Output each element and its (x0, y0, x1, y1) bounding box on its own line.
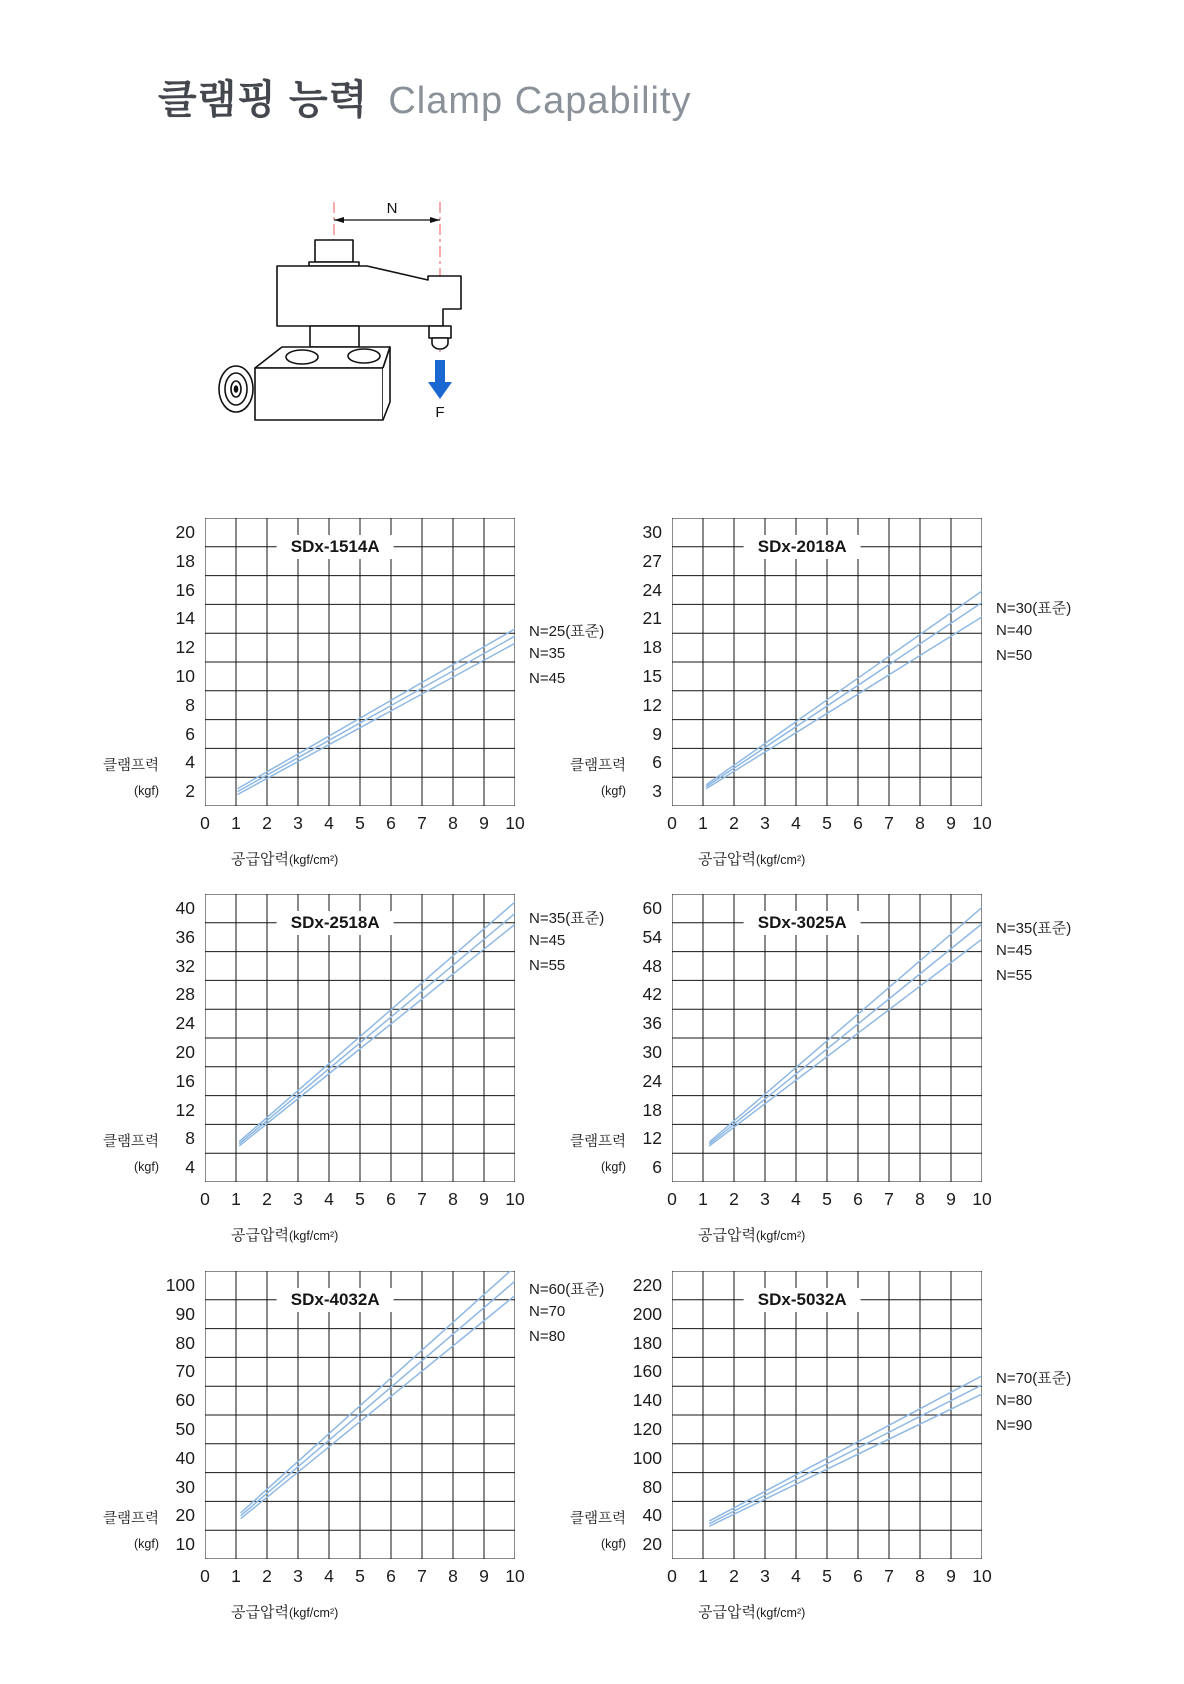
y-axis-tick-label: 10 (175, 1534, 195, 1555)
x-axis-title-text: 공급압력 (231, 851, 289, 868)
chart-title: SDx-1514A (277, 535, 394, 559)
y-axis-tick-label: 30 (175, 1476, 195, 1497)
legend-item: N=60(표준) (529, 1281, 605, 1298)
series-line (709, 1376, 982, 1521)
chart-title: SDx-5032A (744, 1288, 861, 1312)
chart-sdx-4032a (102, 1271, 605, 1621)
y-axis-tick-label: 4 (185, 752, 195, 773)
x-axis-tick-label: 8 (448, 1566, 458, 1586)
page-title-english: Clamp Capability (388, 80, 692, 122)
x-axis-title (231, 848, 338, 869)
x-axis-tick-label: 7 (884, 1566, 894, 1586)
clamp-shaft (310, 326, 359, 347)
x-axis-tick-label: 5 (822, 1189, 832, 1209)
dimension-n (334, 200, 440, 223)
x-axis-tick-label: 3 (760, 1189, 770, 1209)
legend-item: N=30(표준) (996, 600, 1072, 617)
y-axis-tick-label: 6 (652, 1157, 662, 1178)
y-axis-tick-label: 20 (175, 1042, 195, 1062)
y-axis-tick-label: 14 (175, 608, 195, 629)
x-axis-tick-label: 0 (200, 813, 210, 833)
y-axis-tick-label: 160 (632, 1361, 662, 1382)
series-line (709, 939, 982, 1146)
series-line (239, 924, 515, 1146)
legend-item: N=40 (996, 622, 1033, 639)
x-axis-tick-label: 2 (729, 1566, 739, 1586)
x-axis-tick-label: 0 (667, 1189, 677, 1209)
chart-sdx-2518a (102, 894, 605, 1244)
mount-hole-right (348, 349, 380, 363)
chart-plot-area (205, 894, 515, 1182)
x-axis-title-text: 공급압력 (698, 1227, 756, 1244)
x-axis-tick-label: 10 (505, 1189, 525, 1209)
legend-item: N=45 (529, 932, 566, 949)
series-line (709, 907, 982, 1142)
x-axis-title-text: 공급압력 (698, 851, 756, 868)
y-axis-title: 클램프력 (569, 758, 626, 774)
x-axis-tick-label: 1 (231, 1189, 241, 1209)
x-axis-tick-label: 1 (231, 813, 241, 833)
y-axis-tick-label: 24 (642, 1070, 662, 1091)
chart-title: SDx-2018A (744, 535, 861, 559)
y-axis-tick-label: 60 (642, 898, 662, 918)
legend-item: N=55 (996, 967, 1033, 984)
x-axis-title-unit: (kgf/cm²) (755, 1229, 806, 1243)
x-axis-tick-label: 6 (386, 1189, 396, 1209)
x-axis-tick-label: 8 (448, 813, 458, 833)
y-axis-tick-label: 12 (175, 1099, 195, 1120)
x-axis-tick-label: 4 (324, 1566, 334, 1586)
legend-item: N=45 (996, 942, 1033, 959)
x-axis-title-unit: (kgf/cm²) (755, 1606, 806, 1620)
force-arrow-icon (428, 360, 452, 399)
chart-plot-area (672, 1271, 982, 1559)
x-axis-title-unit: (kgf/cm²) (288, 853, 339, 867)
chart-sdx-1514a (102, 518, 605, 868)
x-axis-tick-label: 5 (355, 1566, 365, 1586)
y-axis-tick-label: 24 (642, 579, 662, 600)
y-axis-tick-label: 80 (642, 1476, 662, 1497)
y-axis-tick-label: 3 (652, 781, 662, 802)
series-line (238, 636, 515, 792)
x-axis-tick-label: 2 (262, 813, 272, 833)
x-axis-tick-label: 10 (972, 813, 992, 833)
y-axis-tick-label: 8 (185, 694, 195, 715)
x-axis-tick-label: 1 (231, 1566, 241, 1586)
y-axis-tick-label: 60 (175, 1390, 195, 1411)
y-axis-tick-label: 6 (652, 752, 662, 773)
x-axis-title (698, 848, 805, 869)
x-axis-tick-label: 2 (729, 1189, 739, 1209)
chart-plot-area (205, 518, 515, 806)
x-axis-title-text: 공급압력 (231, 1604, 289, 1621)
x-axis-tick-label: 10 (972, 1189, 992, 1209)
mount-hole-left (286, 350, 318, 364)
x-axis-tick-label: 1 (698, 813, 708, 833)
chart-title: SDx-3025A (744, 911, 861, 935)
y-axis-tick-label: 18 (642, 637, 662, 658)
y-axis-tick-label: 100 (632, 1447, 662, 1468)
dimension-n-label: N (386, 200, 398, 217)
series-line (239, 902, 515, 1142)
y-axis-tick-label: 54 (642, 926, 662, 947)
series-line (709, 1385, 982, 1524)
y-axis-tick-label: 8 (185, 1128, 195, 1149)
page-heading (158, 68, 692, 125)
chart-plot-area (672, 894, 982, 1182)
x-axis-tick-label: 8 (915, 1566, 925, 1586)
series-line (238, 629, 515, 789)
x-axis-tick-label: 4 (791, 1189, 801, 1209)
x-axis-tick-label: 7 (417, 813, 427, 833)
legend-item: N=25(표준) (529, 623, 605, 640)
y-axis-tick-label: 40 (175, 898, 195, 918)
y-axis-unit: (kgf) (134, 1537, 159, 1551)
force-label: F (435, 404, 445, 421)
y-axis-tick-label: 90 (175, 1303, 195, 1324)
series-line (706, 591, 982, 785)
legend-item: N=35(표준) (529, 910, 605, 927)
y-axis-tick-label: 15 (642, 666, 662, 686)
x-axis-tick-label: 7 (417, 1189, 427, 1209)
y-axis-tick-label: 9 (652, 723, 662, 744)
x-axis-tick-label: 10 (972, 1566, 992, 1586)
y-axis-tick-label: 12 (642, 694, 662, 715)
y-axis-tick-label: 16 (175, 1070, 195, 1091)
x-axis-title (231, 1224, 338, 1245)
y-axis-tick-label: 12 (642, 1128, 662, 1149)
chart-title: SDx-4032A (277, 1288, 394, 1312)
x-axis-tick-label: 8 (915, 813, 925, 833)
series-line (709, 1394, 982, 1526)
x-axis-tick-label: 4 (791, 1566, 801, 1586)
series-line (706, 617, 982, 789)
x-axis-title-unit: (kgf/cm²) (288, 1606, 339, 1620)
x-axis-tick-label: 0 (200, 1189, 210, 1209)
y-axis-tick-label: 12 (175, 637, 195, 658)
x-axis-tick-label: 10 (505, 813, 525, 833)
x-axis-tick-label: 9 (946, 1189, 956, 1209)
x-axis-tick-label: 7 (884, 1189, 894, 1209)
x-axis-tick-label: 9 (946, 1566, 956, 1586)
y-axis-tick-label: 180 (632, 1332, 662, 1353)
body-front-face (255, 368, 383, 420)
y-axis-tick-label: 18 (175, 550, 195, 571)
y-axis-tick-label: 21 (642, 608, 662, 629)
chart-sdx-5032a (569, 1271, 1072, 1621)
x-axis-tick-label: 1 (698, 1566, 708, 1586)
chart-plot-area (672, 518, 982, 806)
x-axis-tick-label: 4 (324, 1189, 334, 1209)
x-axis-tick-label: 2 (729, 813, 739, 833)
x-axis-tick-label: 2 (262, 1566, 272, 1586)
x-axis-tick-label: 1 (698, 1189, 708, 1209)
y-axis-tick-label: 6 (185, 723, 195, 744)
series-line (239, 913, 515, 1143)
y-axis-tick-label: 10 (175, 666, 195, 686)
series-line (706, 602, 982, 786)
y-axis-tick-label: 40 (642, 1505, 662, 1526)
x-axis-tick-label: 0 (200, 1566, 210, 1586)
x-axis-title-text: 공급압력 (231, 1227, 289, 1244)
y-axis-tick-label: 28 (175, 984, 195, 1005)
y-axis-title: 클램프력 (569, 1134, 626, 1150)
y-axis-tick-label: 100 (165, 1275, 195, 1295)
legend-item: N=70 (529, 1303, 566, 1320)
x-axis-title (231, 1601, 338, 1622)
page-title-korean: 클램핑 능력 (158, 78, 369, 122)
chart-plot-area (205, 1271, 515, 1559)
x-axis-tick-label: 6 (853, 813, 863, 833)
legend-item: N=80 (996, 1392, 1033, 1409)
x-axis-tick-label: 9 (479, 813, 489, 833)
y-axis-tick-label: 18 (642, 1099, 662, 1120)
x-axis-tick-label: 6 (386, 1566, 396, 1586)
y-axis-tick-label: 36 (642, 1013, 662, 1034)
y-axis-tick-label: 20 (642, 1534, 662, 1555)
legend-item: N=45 (529, 670, 566, 687)
chart-sdx-2018a (569, 518, 1072, 868)
y-axis-title: 클램프력 (102, 1134, 159, 1150)
y-axis-unit: (kgf) (134, 784, 159, 798)
y-axis-tick-label: 16 (175, 579, 195, 600)
legend-item: N=80 (529, 1328, 566, 1345)
series-line (709, 924, 982, 1144)
y-axis-unit: (kgf) (601, 1537, 626, 1551)
y-axis-tick-label: 36 (175, 926, 195, 947)
y-axis-tick-label: 32 (175, 955, 195, 976)
x-axis-title (698, 1601, 805, 1622)
x-axis-tick-label: 9 (479, 1566, 489, 1586)
y-axis-tick-label: 27 (642, 550, 662, 571)
y-axis-title: 클램프력 (569, 1511, 626, 1527)
x-axis-tick-label: 3 (760, 813, 770, 833)
chart-sdx-3025a (569, 894, 1072, 1244)
x-axis-tick-label: 9 (946, 813, 956, 833)
x-axis-tick-label: 10 (505, 1566, 525, 1586)
y-axis-title: 클램프력 (102, 1511, 159, 1527)
legend-item: N=90 (996, 1417, 1033, 1434)
y-axis-tick-label: 70 (175, 1361, 195, 1382)
contact-bolt-tip (432, 338, 448, 349)
x-axis-tick-label: 3 (293, 1566, 303, 1586)
y-axis-tick-label: 48 (642, 955, 662, 976)
y-axis-tick-label: 24 (175, 1013, 195, 1034)
x-axis-tick-label: 8 (915, 1189, 925, 1209)
contact-bolt (429, 326, 451, 338)
x-axis-tick-label: 3 (293, 1189, 303, 1209)
clamp-technical-drawing (212, 190, 472, 430)
x-axis-tick-label: 0 (667, 813, 677, 833)
y-axis-tick-label: 50 (175, 1419, 195, 1439)
legend-item: N=50 (996, 647, 1033, 664)
x-axis-title-unit: (kgf/cm²) (288, 1229, 339, 1243)
x-axis-title-unit: (kgf/cm²) (755, 853, 806, 867)
x-axis-tick-label: 9 (479, 1189, 489, 1209)
y-axis-unit: (kgf) (601, 784, 626, 798)
y-axis-tick-label: 140 (632, 1390, 662, 1411)
clamp-outline (219, 240, 461, 420)
x-axis-tick-label: 5 (355, 1189, 365, 1209)
y-axis-tick-label: 80 (175, 1332, 195, 1353)
x-axis-tick-label: 7 (417, 1566, 427, 1586)
y-axis-tick-label: 42 (642, 984, 662, 1005)
y-axis-tick-label: 20 (175, 1505, 195, 1526)
x-axis-tick-label: 5 (822, 813, 832, 833)
x-axis-tick-label: 6 (853, 1566, 863, 1586)
y-axis-tick-label: 2 (185, 781, 195, 802)
x-axis-tick-label: 8 (448, 1189, 458, 1209)
x-axis-tick-label: 5 (355, 813, 365, 833)
x-axis-tick-label: 3 (760, 1566, 770, 1586)
legend-item: N=70(표준) (996, 1370, 1072, 1387)
legend-item: N=35(표준) (996, 920, 1072, 937)
x-axis-tick-label: 3 (293, 813, 303, 833)
y-axis-title: 클램프력 (102, 758, 159, 774)
x-axis-tick-label: 6 (386, 813, 396, 833)
y-axis-unit: (kgf) (134, 1160, 159, 1174)
y-axis-tick-label: 220 (632, 1275, 662, 1295)
legend-item: N=35 (529, 645, 566, 662)
legend-item: N=55 (529, 957, 566, 974)
y-axis-tick-label: 4 (185, 1157, 195, 1178)
chart-title: SDx-2518A (277, 911, 394, 935)
y-axis-tick-label: 40 (175, 1447, 195, 1468)
y-axis-tick-label: 120 (632, 1419, 662, 1439)
x-axis-tick-label: 2 (262, 1189, 272, 1209)
top-bolt-head (315, 240, 353, 262)
series-line (241, 1281, 515, 1516)
y-axis-unit: (kgf) (601, 1160, 626, 1174)
y-axis-tick-label: 20 (175, 522, 195, 542)
x-axis-title-text: 공급압력 (698, 1604, 756, 1621)
y-axis-tick-label: 200 (632, 1303, 662, 1324)
x-axis-tick-label: 0 (667, 1566, 677, 1586)
y-axis-tick-label: 30 (642, 1042, 662, 1062)
x-axis-tick-label: 4 (324, 813, 334, 833)
series-line (238, 643, 515, 794)
x-axis-tick-label: 7 (884, 813, 894, 833)
x-axis-title (698, 1224, 805, 1245)
y-axis-tick-label: 30 (642, 522, 662, 542)
x-axis-tick-label: 4 (791, 813, 801, 833)
x-axis-tick-label: 6 (853, 1189, 863, 1209)
clamp-arm (277, 266, 461, 326)
x-axis-tick-label: 5 (822, 1566, 832, 1586)
